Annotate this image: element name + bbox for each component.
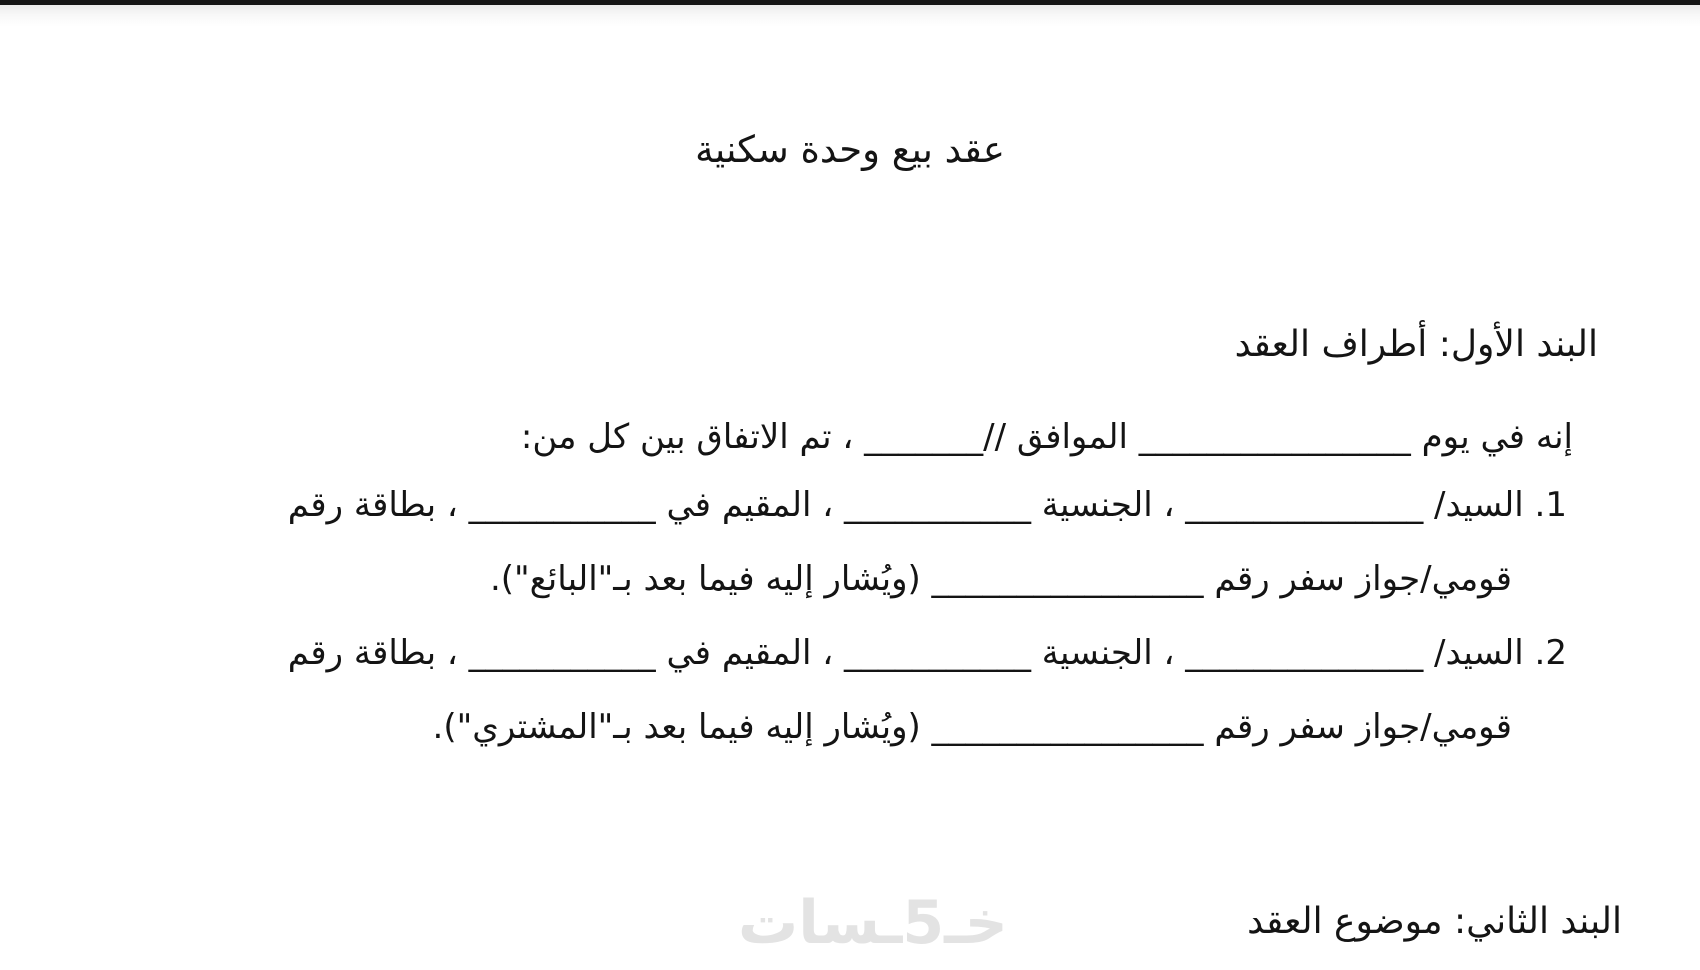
khamsat-watermark-logo: خـ5ـسات [738,888,1008,958]
buyer-line-2: قومي/جواز سفر رقم ________________ (ويُشار إليه فيما بعد بـ"المشتري"). [432,707,1512,747]
intro-date-line: إنه في يوم ________________ الموافق //_______ ، تم الاتفاق بين كل من: [520,417,1573,457]
buyer-line-1: 2. السيد/ ______________ ، الجنسية ___________ ، المقيم في ___________ ، بطاقة رقم [287,633,1567,673]
seller-line-1: 1. السيد/ ______________ ، الجنسية ___________ ، المقيم في ___________ ، بطاقة رقم [287,485,1567,525]
parties-list [288,468,1567,764]
party-item-seller [288,468,1567,616]
party-item-buyer [288,616,1567,764]
section-2-heading: البند الثاني: موضوع العقد [1247,901,1622,942]
seller-line-2: قومي/جواز سفر رقم ________________ (ويُشار إليه فيما بعد بـ"البائع"). [489,559,1512,599]
section-1-heading: البند الأول: أطراف العقد [1234,324,1598,365]
document-title: عقد بيع وحدة سكنية [695,128,1005,171]
